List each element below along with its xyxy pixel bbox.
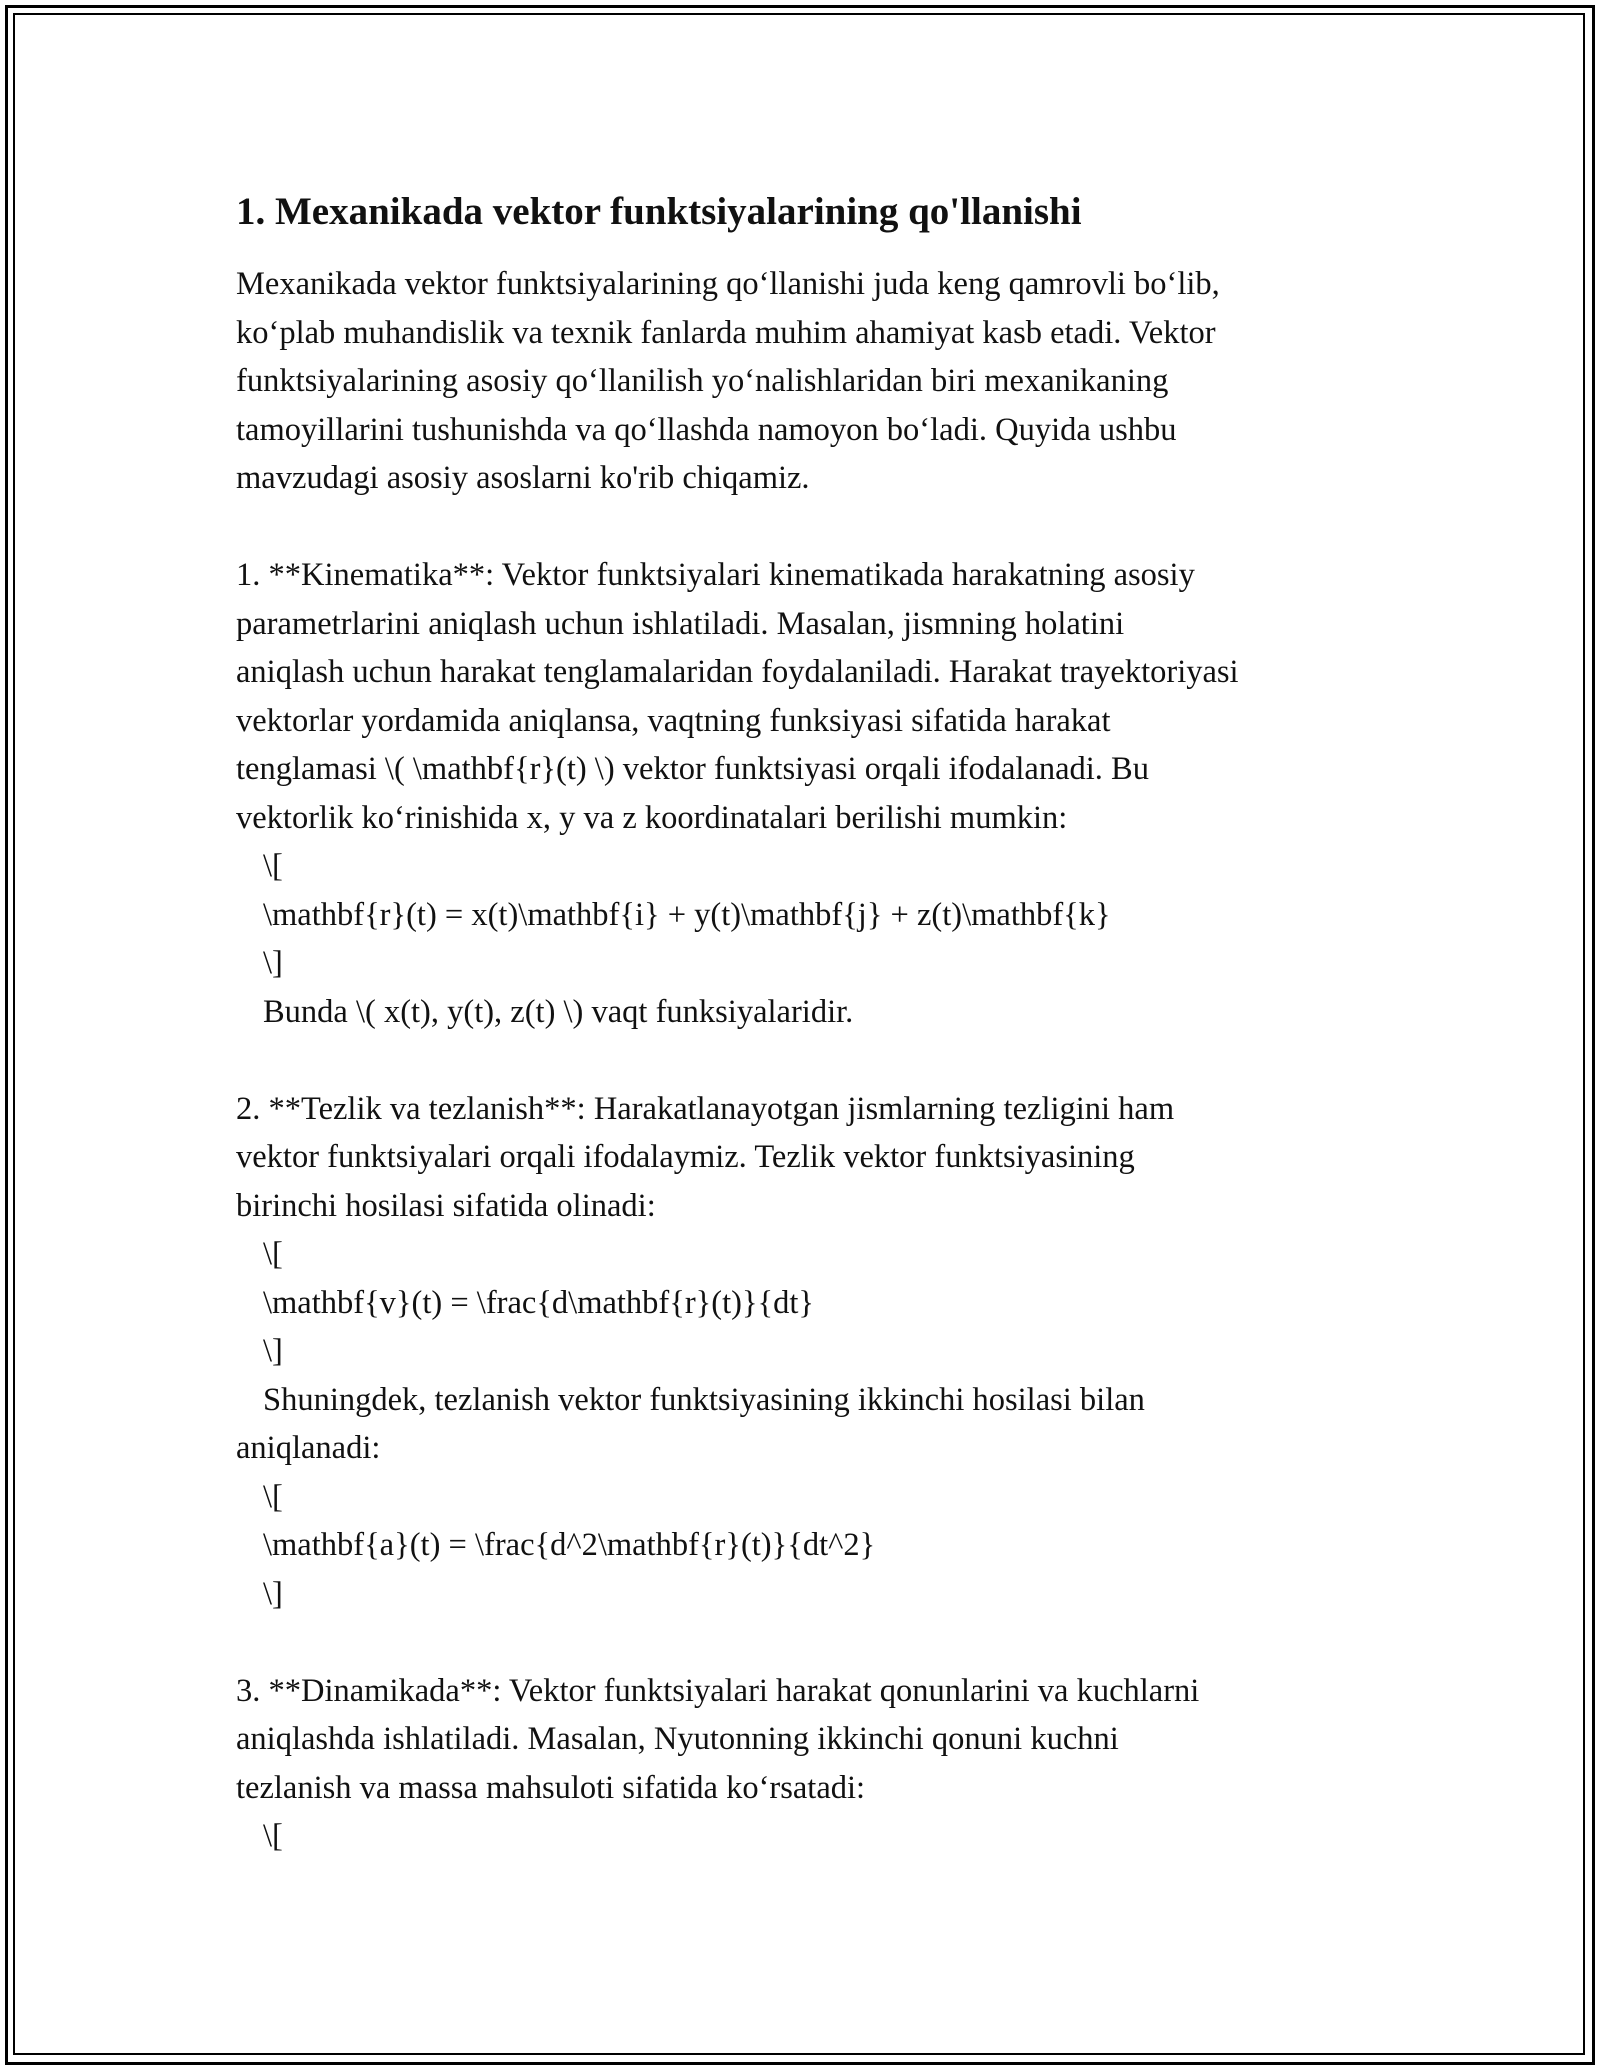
section2-line: 2. **Tezlik va tezlanish**: Harakatlanayotgan jismlarning tezligini ham xyxy=(236,1090,1175,1127)
section1-note: Bunda \( x(t), y(t), z(t) \) vaqt funksiyalaridir. xyxy=(263,993,854,1030)
intro-paragraph xyxy=(236,260,1376,503)
section1-line: tenglamasi \( \mathbf{r}(t) \) vektor funktsiyasi orqali ifodalanadi. Bu xyxy=(236,751,1149,787)
position-formula: \mathbf{r}(t) = x(t)\mathbf{i} + y(t)\mathbf{j} + z(t)\mathbf{k} xyxy=(263,896,1111,933)
section-tezlik xyxy=(236,1085,1376,1619)
acceleration-formula: \mathbf{a}(t) = \frac{d^2\mathbf{r}(t)}{dt^2} xyxy=(263,1527,876,1563)
section2-middle-line: Shuningdek, tezlanish vektor funktsiyasining ikkinchi hosilasi bilan xyxy=(263,1381,1145,1418)
paragraph-gap xyxy=(236,1618,1376,1667)
section3-line: tezlanish va massa mahsuloti sifatida ko‘rsatadi: xyxy=(236,1769,866,1806)
section2-line: vektor funktsiyalari orqali ifodalaymiz. Tezlik vektor funktsiyasining xyxy=(236,1139,1135,1175)
intro-line: Mexanikada vektor funktsiyalarining qo‘llanishi juda keng qamrovli bo‘lib, xyxy=(236,266,1220,302)
section1-line: aniqlash uchun harakat tenglamalaridan foydalaniladi. Harakat trayektoriyasi xyxy=(236,654,1239,690)
section3-line: aniqlashda ishlatiladi. Masalan, Nyutonning ikkinchi qonuni kuchni xyxy=(236,1721,1119,1757)
document-body xyxy=(236,186,1376,1861)
paragraph-gap xyxy=(236,503,1376,552)
paragraph-gap xyxy=(236,1036,1376,1085)
section2-line: birinchi hosilasi sifatida olinadi: xyxy=(236,1187,656,1224)
section1-line: parametrlarini aniqlash uchun ishlatiladi. Masalan, jismning holatini xyxy=(236,605,1125,642)
formula-close: \] xyxy=(263,1575,283,1612)
intro-line: ko‘plab muhandislik va texnik fanlarda muhim ahamiyat kasb etadi. Vektor xyxy=(236,314,1216,351)
formula-open: \[ xyxy=(263,1478,283,1515)
intro-line: tamoyillarini tushunishda va qo‘llashda namoyon bo‘ladi. Quyida ushbu xyxy=(236,411,1177,448)
section2-middle-line: aniqlanadi: xyxy=(236,1430,381,1466)
intro-line: mavzudagi asosiy asoslarni ko'rib chiqamiz. xyxy=(236,460,810,496)
section3-line: 3. **Dinamikada**: Vektor funktsiyalari harakat qonunlarini va kuchlarni xyxy=(236,1672,1200,1709)
formula-open: \[ xyxy=(263,1236,283,1272)
velocity-formula: \mathbf{v}(t) = \frac{d\mathbf{r}(t)}{dt} xyxy=(263,1284,815,1321)
intro-line: funktsiyalarining asosiy qo‘llanilish yo‘nalishlaridan biri mexanikaning xyxy=(236,363,1169,399)
document-title: 1. Mexanikada vektor funktsiyalarining qo'llanishi xyxy=(236,190,1082,233)
formula-open: \[ xyxy=(263,848,283,884)
section-kinematika xyxy=(236,551,1376,1036)
section-dinamika xyxy=(236,1667,1376,1861)
formula-close: \] xyxy=(263,1333,283,1369)
formula-close: \] xyxy=(263,945,283,981)
formula-open: \[ xyxy=(263,1818,283,1854)
section1-line: vektorlik ko‘rinishida x, y va z koordinatalari berilishi mumkin: xyxy=(236,799,1068,836)
section1-line: 1. **Kinematika**: Vektor funktsiyalari kinematikada harakatning asosiy xyxy=(236,557,1195,593)
section1-line: vektorlar yordamida aniqlansa, vaqtning funksiyasi sifatida harakat xyxy=(236,702,1111,739)
